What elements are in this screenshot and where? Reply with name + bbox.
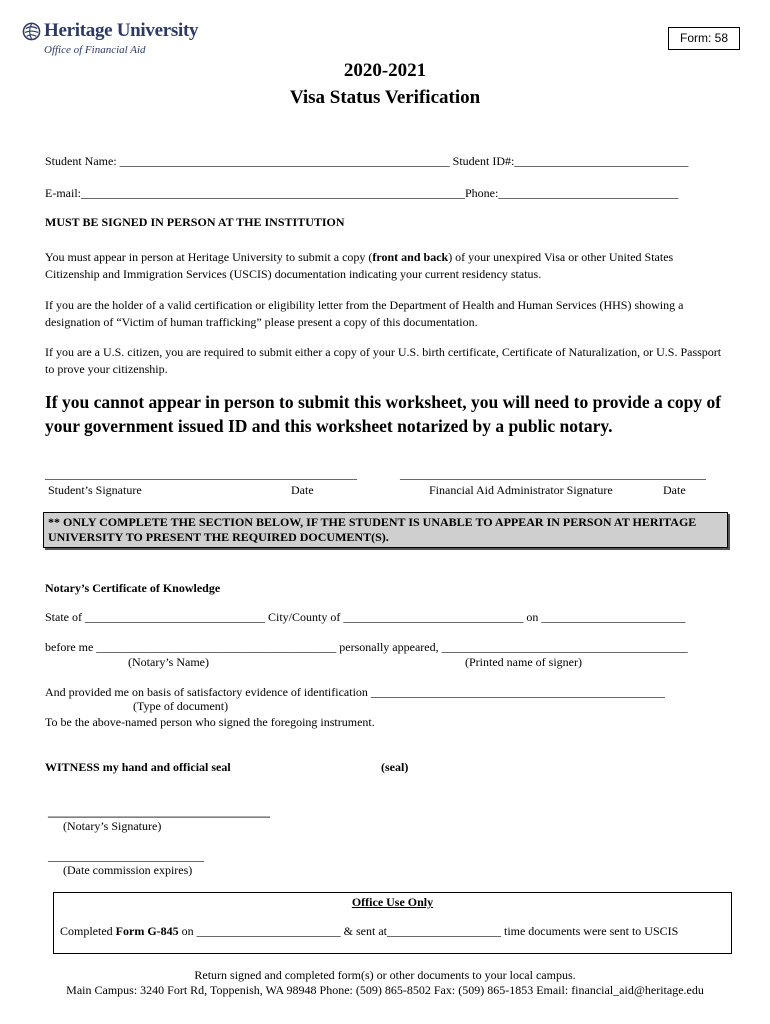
office-use-title: Office Use Only — [351, 895, 434, 909]
form-g845-line[interactable]: Completed Form G-845 on ________________________ & sent at___________________ time documents were sent to USCIS — [60, 924, 679, 938]
form-year: 2020-2021 — [343, 60, 427, 81]
witness-text: WITNESS my hand and official seal — [45, 760, 231, 774]
globe-icon — [22, 22, 41, 41]
fa-signature-label: Financial Aid Administrator Signature — [429, 483, 613, 497]
commission-date-line[interactable]: __________________________ — [48, 849, 204, 863]
instruction-paragraph-2: If you are the holder of a valid certification or eligibility letter from the Department of Health and Human Services (HHS) showing a designation of “Victim of human trafficking” please present a copy of this documentation. — [45, 298, 684, 329]
state-county-field[interactable]: State of ______________________________ City/County of ______________________________ on ________________________ — [45, 610, 686, 624]
university-name: Heritage University — [44, 20, 199, 41]
seal-label: (seal) — [381, 760, 409, 774]
commission-date-caption: (Date commission expires) — [63, 863, 193, 877]
notary-warning: If you cannot appear in person to submit this worksheet, you will need to provide a copy of your government issued ID and this worksheet notarized by a public notary. — [45, 392, 722, 436]
signer-name-caption: (Printed name of signer) — [465, 655, 582, 669]
page-title: Visa Status Verification — [289, 87, 481, 108]
identification-evidence-field[interactable]: And provided me on basis of satisfactory evidence of identification _________________________________________________ — [45, 685, 665, 699]
student-name-id-field[interactable]: Student Name: _______________________________________________________ Student ID#:_____________________________ — [45, 154, 689, 168]
form-number-badge: Form: 58 — [668, 27, 740, 50]
fa-signature-line[interactable]: ___________________________________________________ — [400, 467, 706, 481]
sign-in-person-heading: MUST BE SIGNED IN PERSON AT THE INSTITUTION — [45, 215, 345, 229]
notary-signature-line[interactable]: _____________________________________ — [48, 805, 270, 819]
notice-box: ** ONLY COMPLETE THE SECTION BELOW, IF THE STUDENT IS UNABLE TO APPEAR IN PERSON AT HERITAGE UNIVERSITY TO PRESENT THE REQUIRED DOCUMENT(S). — [43, 512, 728, 548]
student-signature-line[interactable]: ____________________________________________________ — [45, 467, 357, 481]
above-named-text: To be the above-named person who signed the foregoing instrument. — [45, 715, 375, 729]
instruction-paragraph-3: If you are a U.S. citizen, you are required to submit either a copy of your U.S. birth certificate, Certificate of Naturalization, or U.S. Passport to prove your citizenship. — [45, 345, 722, 376]
office-name: Office of Financial Aid — [44, 44, 146, 56]
before-me-field[interactable]: before me ________________________________________ personally appeared, _________________________________________ — [45, 640, 688, 654]
email-phone-field[interactable]: E-mail:________________________________________________________________Phone:______________________________ — [45, 186, 679, 200]
instruction-paragraph-1: You must appear in person at Heritage University to submit a copy (front and back) of your unexpired Visa or other United States Citizenship and Immigration Services (USCIS) documentation indicating your current residency status. — [45, 250, 674, 281]
university-logo — [22, 20, 197, 60]
notary-name-caption: (Notary’s Name) — [128, 655, 209, 669]
notary-signature-caption: (Notary’s Signature) — [63, 819, 162, 833]
fa-date-label: Date — [663, 483, 686, 497]
student-signature-label: Student’s Signature — [48, 483, 142, 497]
footer-return-text: Return signed and completed form(s) or other documents to your local campus. — [194, 968, 576, 982]
notary-heading: Notary’s Certificate of Knowledge — [45, 581, 221, 595]
document-type-caption: (Type of document) — [133, 699, 229, 713]
footer-contact-info: Main Campus: 3240 Fort Rd, Toppenish, WA 98948 Phone: (509) 865-8502 Fax: (509) 865-1853 Email: financial_aid@heritage.edu — [66, 983, 704, 997]
student-date-label: Date — [291, 483, 314, 497]
